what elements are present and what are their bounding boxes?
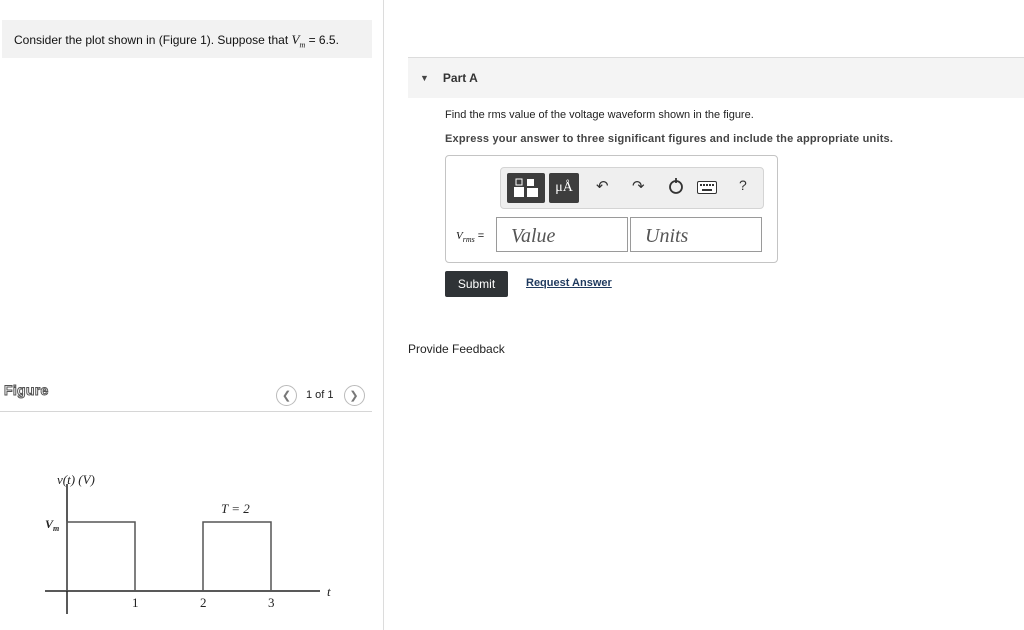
part-title: Part A: [442, 71, 478, 85]
problem-prefix: Consider the plot shown in (Figure 1). Suppose that: [14, 33, 292, 47]
redo-icon[interactable]: ↷: [632, 178, 645, 195]
submit-button[interactable]: Submit: [445, 271, 508, 297]
pulse-group: [67, 522, 271, 591]
figure-pager: [276, 384, 365, 406]
templates-button[interactable]: [507, 173, 545, 203]
x-tick-2: 2: [200, 595, 207, 610]
request-answer-link[interactable]: Request Answer: [526, 277, 612, 289]
part-a-header[interactable]: [408, 58, 1024, 98]
left-pane: [0, 0, 383, 630]
problem-suffix: = 6.5.: [305, 33, 339, 47]
figure-divider: [0, 411, 372, 412]
chevron-left-icon: ❮: [281, 389, 292, 402]
units-input[interactable]: [630, 217, 762, 252]
y-tick-vm: $V_m$: [45, 517, 60, 533]
prev-figure-button[interactable]: [276, 385, 297, 406]
math-toolbar: [500, 167, 764, 209]
help-icon[interactable]: ?: [739, 177, 747, 193]
x-tick-1: 1: [132, 595, 139, 610]
units-symbol-button[interactable]: μÅ: [549, 173, 579, 203]
vrms-label: $V_{rms}$ =: [456, 230, 485, 245]
pager-count: 1 of 1: [306, 389, 334, 401]
figure-title: Figure: [4, 382, 49, 398]
answer-box: [445, 155, 778, 263]
period-label: T = 2: [221, 501, 250, 516]
reset-icon[interactable]: [667, 177, 685, 195]
value-input[interactable]: [496, 217, 628, 252]
next-figure-button[interactable]: [344, 385, 365, 406]
y-axis-label: v(t) (V): [57, 472, 95, 487]
x-tick-labels: [132, 595, 275, 610]
right-pane: [384, 0, 1024, 630]
x-axis-label: t: [327, 584, 331, 599]
chevron-right-icon: ❯: [349, 389, 359, 402]
undo-icon[interactable]: ↶: [596, 178, 609, 195]
problem-statement: [2, 20, 372, 58]
problem-variable: $V_m$: [291, 32, 306, 50]
keyboard-icon[interactable]: [697, 181, 717, 194]
pulse-1: [67, 522, 135, 591]
collapse-caret-icon[interactable]: ▼: [420, 73, 429, 83]
pulse-2: [203, 522, 271, 591]
waveform-plot: [0, 460, 380, 630]
x-tick-3: 3: [268, 595, 275, 610]
templates-icon: [513, 178, 539, 198]
instruction-text: Express your answer to three significant figures and include the appropriate units.: [445, 133, 894, 145]
provide-feedback-link[interactable]: Provide Feedback: [408, 342, 505, 356]
question-text: Find the rms value of the voltage waveform shown in the figure.: [445, 109, 754, 121]
